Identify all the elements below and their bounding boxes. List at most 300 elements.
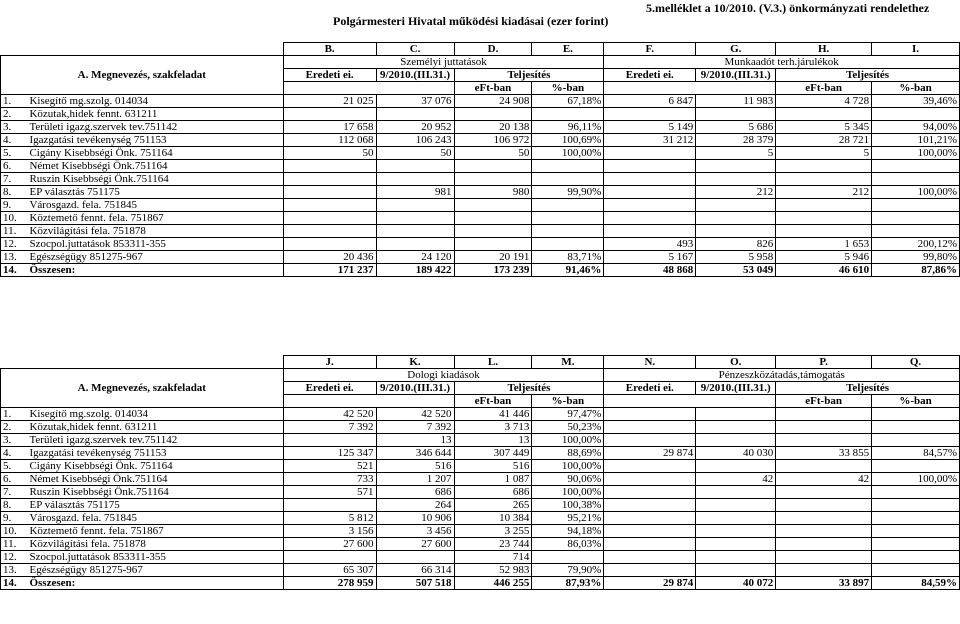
value-cell xyxy=(696,551,776,564)
column-letter: O. xyxy=(696,356,776,369)
value-cell: 3 456 xyxy=(376,525,454,538)
value-cell: 346 644 xyxy=(376,447,454,460)
row-number: 10. xyxy=(1,525,28,538)
column-letter-row xyxy=(1,356,960,369)
value-cell: 94,00% xyxy=(872,121,960,134)
value-cell xyxy=(696,173,776,186)
column-letter: J. xyxy=(283,356,376,369)
value-cell xyxy=(604,525,696,538)
value-cell xyxy=(454,173,532,186)
value-cell: 13 xyxy=(454,434,532,447)
value-cell: 96,11% xyxy=(532,121,604,134)
unit-label: %-ban xyxy=(872,82,960,95)
row-label: Területi igazg.szervek tev.751142 xyxy=(27,434,283,447)
row-label: Összesen: xyxy=(27,264,283,277)
value-cell: 5 149 xyxy=(604,121,696,134)
sub-header: Eredeti ei. xyxy=(604,69,696,82)
value-cell xyxy=(376,212,454,225)
value-cell: 100,69% xyxy=(532,134,604,147)
value-cell xyxy=(532,551,604,564)
value-cell xyxy=(604,551,696,564)
column-letter: I. xyxy=(872,43,960,56)
value-cell: 493 xyxy=(604,238,696,251)
row-label: EP választás 751175 xyxy=(27,499,283,512)
value-cell: 11 983 xyxy=(696,95,776,108)
row-number: 1. xyxy=(1,408,28,421)
value-cell xyxy=(776,225,872,238)
table-row xyxy=(1,512,960,525)
value-cell xyxy=(604,499,696,512)
value-cell: 97,47% xyxy=(532,408,604,421)
table-row xyxy=(1,160,960,173)
table-row xyxy=(1,551,960,564)
value-cell: 212 xyxy=(696,186,776,199)
value-cell xyxy=(872,421,960,434)
header-blank xyxy=(1,43,284,56)
column-letter: Q. xyxy=(872,356,960,369)
value-cell: 5 812 xyxy=(283,512,376,525)
value-cell: 48 868 xyxy=(604,264,696,277)
table-row xyxy=(1,173,960,186)
value-cell: 50 xyxy=(454,147,532,160)
value-cell: 7 392 xyxy=(376,421,454,434)
value-cell: 106 972 xyxy=(454,134,532,147)
value-cell: 981 xyxy=(376,186,454,199)
value-cell xyxy=(776,460,872,473)
document-title: Polgármesteri Hivatal működési kiadásai (ezer forint) xyxy=(333,14,609,28)
row-number: 2. xyxy=(1,108,28,121)
value-cell: 10 906 xyxy=(376,512,454,525)
sub-header: Eredeti ei. xyxy=(604,382,696,395)
column-letter: N. xyxy=(604,356,696,369)
value-cell xyxy=(872,499,960,512)
value-cell xyxy=(283,186,376,199)
column-letter: L. xyxy=(454,356,532,369)
sub-header: 9/2010.(III.31.) xyxy=(696,382,776,395)
value-cell xyxy=(604,460,696,473)
row-header-label: A. Megnevezés, szakfeladat xyxy=(1,56,284,95)
value-cell: 87,93% xyxy=(532,577,604,590)
value-cell xyxy=(376,173,454,186)
value-cell xyxy=(283,108,376,121)
row-number: 13. xyxy=(1,251,28,264)
table-row xyxy=(1,564,960,577)
value-cell: 1 653 xyxy=(776,238,872,251)
value-cell: 521 xyxy=(283,460,376,473)
value-cell xyxy=(776,408,872,421)
value-cell xyxy=(604,212,696,225)
value-cell xyxy=(776,538,872,551)
value-cell: 714 xyxy=(454,551,532,564)
value-cell xyxy=(776,525,872,538)
value-cell: 27 600 xyxy=(283,538,376,551)
value-cell xyxy=(776,551,872,564)
value-cell: 42 xyxy=(696,473,776,486)
row-label: Köztemető fennt. fela. 751867 xyxy=(27,525,283,538)
value-cell xyxy=(604,473,696,486)
value-cell xyxy=(872,525,960,538)
value-cell: 20 191 xyxy=(454,251,532,264)
row-label: Közvilágítási fela. 751878 xyxy=(27,538,283,551)
value-cell xyxy=(604,199,696,212)
column-letter: D. xyxy=(454,43,532,56)
value-cell: 100,00% xyxy=(532,460,604,473)
table-row xyxy=(1,460,960,473)
table-row xyxy=(1,447,960,460)
value-cell xyxy=(872,212,960,225)
value-cell: 50,23% xyxy=(532,421,604,434)
value-cell: 28 721 xyxy=(776,134,872,147)
value-cell xyxy=(604,512,696,525)
value-cell xyxy=(696,499,776,512)
value-cell: 52 983 xyxy=(454,564,532,577)
value-cell: 686 xyxy=(454,486,532,499)
value-cell: 200,12% xyxy=(872,238,960,251)
value-cell xyxy=(376,160,454,173)
value-cell xyxy=(696,512,776,525)
table-row xyxy=(1,121,960,134)
row-label: EP választás 751175 xyxy=(27,186,283,199)
table-row xyxy=(1,499,960,512)
value-cell: 571 xyxy=(283,486,376,499)
group-header-row xyxy=(1,56,960,69)
value-cell: 27 600 xyxy=(376,538,454,551)
value-cell xyxy=(283,499,376,512)
value-cell xyxy=(872,160,960,173)
value-cell xyxy=(696,408,776,421)
value-cell: 100,00% xyxy=(872,186,960,199)
value-cell: 100,00% xyxy=(532,147,604,160)
value-cell xyxy=(872,434,960,447)
value-cell: 516 xyxy=(376,460,454,473)
value-cell xyxy=(872,486,960,499)
group-header: Munkaadót terh.járulékok xyxy=(604,56,960,69)
value-cell: 171 237 xyxy=(283,264,376,277)
value-cell xyxy=(283,225,376,238)
unit-label: eFt-ban xyxy=(454,395,532,408)
value-cell: 13 xyxy=(376,434,454,447)
group-header: Pénzeszközátadás,támogatás xyxy=(604,369,960,382)
value-cell: 106 243 xyxy=(376,134,454,147)
annex-reference: 5.melléklet a 10/2010. (V.3.) önkormányzati rendelethez xyxy=(646,1,930,15)
value-cell: 23 744 xyxy=(454,538,532,551)
row-label: Városgazd. fela. 751845 xyxy=(27,199,283,212)
row-label: Közutak,hidek fennt. 631211 xyxy=(27,108,283,121)
value-cell xyxy=(696,538,776,551)
column-letter: M. xyxy=(532,356,604,369)
sub-header: Eredeti ei. xyxy=(283,382,376,395)
value-cell xyxy=(696,564,776,577)
value-cell: 33 855 xyxy=(776,447,872,460)
value-cell xyxy=(604,564,696,577)
value-cell xyxy=(532,160,604,173)
row-number: 11. xyxy=(1,225,28,238)
unit-blank xyxy=(604,395,776,408)
table-row xyxy=(1,186,960,199)
value-cell: 189 422 xyxy=(376,264,454,277)
value-cell xyxy=(776,173,872,186)
value-cell xyxy=(776,434,872,447)
table-row xyxy=(1,264,960,277)
value-cell xyxy=(696,199,776,212)
table-row xyxy=(1,486,960,499)
value-cell xyxy=(776,421,872,434)
value-cell: 5 xyxy=(776,147,872,160)
sub-header: Teljesítés xyxy=(454,382,604,395)
row-label: Cigány Kisebbségi Önk. 751164 xyxy=(27,147,283,160)
column-letter-row xyxy=(1,43,960,56)
column-letter: K. xyxy=(376,356,454,369)
personnel-expenses-table xyxy=(0,42,960,277)
value-cell xyxy=(872,564,960,577)
row-label: Összesen: xyxy=(27,577,283,590)
value-cell: 67,18% xyxy=(532,95,604,108)
row-label: Cigány Kisebbségi Önk. 751164 xyxy=(27,460,283,473)
value-cell xyxy=(376,199,454,212)
row-number: 2. xyxy=(1,421,28,434)
value-cell xyxy=(532,238,604,251)
value-cell xyxy=(872,512,960,525)
row-label: Szocpol.juttatások 853311-355 xyxy=(27,238,283,251)
row-label: Igazgatási tevékenység 751153 xyxy=(27,134,283,147)
value-cell xyxy=(776,499,872,512)
row-number: 7. xyxy=(1,486,28,499)
table-row xyxy=(1,525,960,538)
row-number: 4. xyxy=(1,134,28,147)
row-number: 12. xyxy=(1,551,28,564)
value-cell: 24 908 xyxy=(454,95,532,108)
row-number: 1. xyxy=(1,95,28,108)
value-cell xyxy=(454,238,532,251)
row-number: 12. xyxy=(1,238,28,251)
unit-blank xyxy=(604,82,776,95)
unit-label: eFt-ban xyxy=(776,395,872,408)
value-cell xyxy=(283,199,376,212)
value-cell: 95,21% xyxy=(532,512,604,525)
value-cell xyxy=(696,434,776,447)
value-cell: 5 958 xyxy=(696,251,776,264)
value-cell: 66 314 xyxy=(376,564,454,577)
unit-blank xyxy=(283,82,454,95)
value-cell: 53 049 xyxy=(696,264,776,277)
row-number: 9. xyxy=(1,512,28,525)
value-cell: 40 030 xyxy=(696,447,776,460)
value-cell xyxy=(696,108,776,121)
value-cell xyxy=(376,551,454,564)
value-cell: 33 897 xyxy=(776,577,872,590)
value-cell: 46 610 xyxy=(776,264,872,277)
value-cell: 24 120 xyxy=(376,251,454,264)
column-letter: C. xyxy=(376,43,454,56)
table-row xyxy=(1,225,960,238)
value-cell: 100,00% xyxy=(532,434,604,447)
value-cell: 101,21% xyxy=(872,134,960,147)
value-cell: 264 xyxy=(376,499,454,512)
unit-label: eFt-ban xyxy=(776,82,872,95)
value-cell xyxy=(776,108,872,121)
sub-header: 9/2010.(III.31.) xyxy=(376,69,454,82)
value-cell xyxy=(604,408,696,421)
sub-header: 9/2010.(III.31.) xyxy=(376,382,454,395)
table-row xyxy=(1,538,960,551)
value-cell: 5 167 xyxy=(604,251,696,264)
value-cell xyxy=(696,460,776,473)
value-cell xyxy=(532,199,604,212)
value-cell: 79,90% xyxy=(532,564,604,577)
value-cell: 100,38% xyxy=(532,499,604,512)
value-cell: 212 xyxy=(776,186,872,199)
value-cell xyxy=(283,173,376,186)
value-cell: 4 728 xyxy=(776,95,872,108)
value-cell: 84,57% xyxy=(872,447,960,460)
value-cell: 686 xyxy=(376,486,454,499)
value-cell xyxy=(872,108,960,121)
value-cell: 84,59% xyxy=(872,577,960,590)
value-cell: 42 520 xyxy=(283,408,376,421)
value-cell: 3 713 xyxy=(454,421,532,434)
row-number: 8. xyxy=(1,499,28,512)
value-cell xyxy=(604,147,696,160)
value-cell xyxy=(776,212,872,225)
value-cell xyxy=(776,199,872,212)
value-cell xyxy=(532,108,604,121)
group-header: Személyi juttatások xyxy=(283,56,604,69)
table-row xyxy=(1,199,960,212)
table-row xyxy=(1,251,960,264)
row-label: Ruszin Kisebbségi Önk.751164 xyxy=(27,173,283,186)
value-cell xyxy=(283,160,376,173)
row-number: 13. xyxy=(1,564,28,577)
value-cell xyxy=(454,160,532,173)
row-label: Kisegítő mg.szolg. 014034 xyxy=(27,95,283,108)
table-row xyxy=(1,95,960,108)
value-cell xyxy=(532,212,604,225)
row-number: 11. xyxy=(1,538,28,551)
row-number: 9. xyxy=(1,199,28,212)
value-cell xyxy=(872,225,960,238)
value-cell: 39,46% xyxy=(872,95,960,108)
value-cell xyxy=(376,225,454,238)
table-row xyxy=(1,238,960,251)
sub-header: 9/2010.(III.31.) xyxy=(696,69,776,82)
row-number: 14. xyxy=(1,264,28,277)
row-number: 5. xyxy=(1,460,28,473)
value-cell: 40 072 xyxy=(696,577,776,590)
row-label: Köztemető fennt. fela. 751867 xyxy=(27,212,283,225)
value-cell: 87,86% xyxy=(872,264,960,277)
value-cell: 5 345 xyxy=(776,121,872,134)
table-row xyxy=(1,473,960,486)
value-cell xyxy=(604,160,696,173)
value-cell xyxy=(604,421,696,434)
group-header: Dologi kiadások xyxy=(283,369,604,382)
row-label: Városgazd. fela. 751845 xyxy=(27,512,283,525)
value-cell: 1 087 xyxy=(454,473,532,486)
value-cell: 88,69% xyxy=(532,447,604,460)
value-cell xyxy=(872,551,960,564)
value-cell: 90,06% xyxy=(532,473,604,486)
table-row xyxy=(1,434,960,447)
value-cell xyxy=(604,538,696,551)
row-label: Egészségügy 851275-967 xyxy=(27,564,283,577)
value-cell xyxy=(696,421,776,434)
value-cell xyxy=(376,108,454,121)
value-cell xyxy=(776,512,872,525)
value-cell: 980 xyxy=(454,186,532,199)
column-letter: B. xyxy=(283,43,376,56)
value-cell: 41 446 xyxy=(454,408,532,421)
value-cell: 29 874 xyxy=(604,447,696,460)
value-cell xyxy=(872,408,960,421)
value-cell: 516 xyxy=(454,460,532,473)
sub-header: Teljesítés xyxy=(776,69,960,82)
value-cell xyxy=(454,212,532,225)
table-row xyxy=(1,421,960,434)
group-header-row xyxy=(1,369,960,382)
row-number: 8. xyxy=(1,186,28,199)
value-cell: 42 520 xyxy=(376,408,454,421)
row-label: Kisegítő mg.szolg. 014034 xyxy=(27,408,283,421)
value-cell xyxy=(872,173,960,186)
value-cell xyxy=(776,564,872,577)
value-cell: 112 068 xyxy=(283,134,376,147)
value-cell: 173 239 xyxy=(454,264,532,277)
value-cell xyxy=(872,538,960,551)
sub-header: Eredeti ei. xyxy=(283,69,376,82)
value-cell: 100,00% xyxy=(532,486,604,499)
value-cell xyxy=(532,225,604,238)
table-row xyxy=(1,147,960,160)
value-cell: 17 658 xyxy=(283,121,376,134)
value-cell xyxy=(604,173,696,186)
unit-label: %-ban xyxy=(532,82,604,95)
material-expenses-table xyxy=(0,355,960,590)
row-number: 10. xyxy=(1,212,28,225)
value-cell: 7 392 xyxy=(283,421,376,434)
value-cell: 91,46% xyxy=(532,264,604,277)
row-label: Közutak,hidek fennt. 631211 xyxy=(27,421,283,434)
column-letter: E. xyxy=(532,43,604,56)
value-cell xyxy=(696,212,776,225)
value-cell: 5 xyxy=(696,147,776,160)
value-cell: 265 xyxy=(454,499,532,512)
value-cell: 20 138 xyxy=(454,121,532,134)
value-cell: 37 076 xyxy=(376,95,454,108)
row-label: Területi igazg.szervek tev.751142 xyxy=(27,121,283,134)
value-cell: 29 874 xyxy=(604,577,696,590)
value-cell: 86,03% xyxy=(532,538,604,551)
header-blank xyxy=(1,356,284,369)
value-cell: 28 379 xyxy=(696,134,776,147)
value-cell: 99,90% xyxy=(532,186,604,199)
value-cell: 826 xyxy=(696,238,776,251)
value-cell: 100,00% xyxy=(872,473,960,486)
value-cell: 5 686 xyxy=(696,121,776,134)
value-cell xyxy=(696,486,776,499)
table-row xyxy=(1,577,960,590)
value-cell xyxy=(604,486,696,499)
value-cell: 20 436 xyxy=(283,251,376,264)
value-cell xyxy=(283,434,376,447)
value-cell xyxy=(376,238,454,251)
unit-blank xyxy=(283,395,454,408)
value-cell xyxy=(696,225,776,238)
value-cell xyxy=(454,199,532,212)
value-cell xyxy=(872,199,960,212)
value-cell xyxy=(454,108,532,121)
value-cell xyxy=(454,225,532,238)
value-cell xyxy=(283,551,376,564)
